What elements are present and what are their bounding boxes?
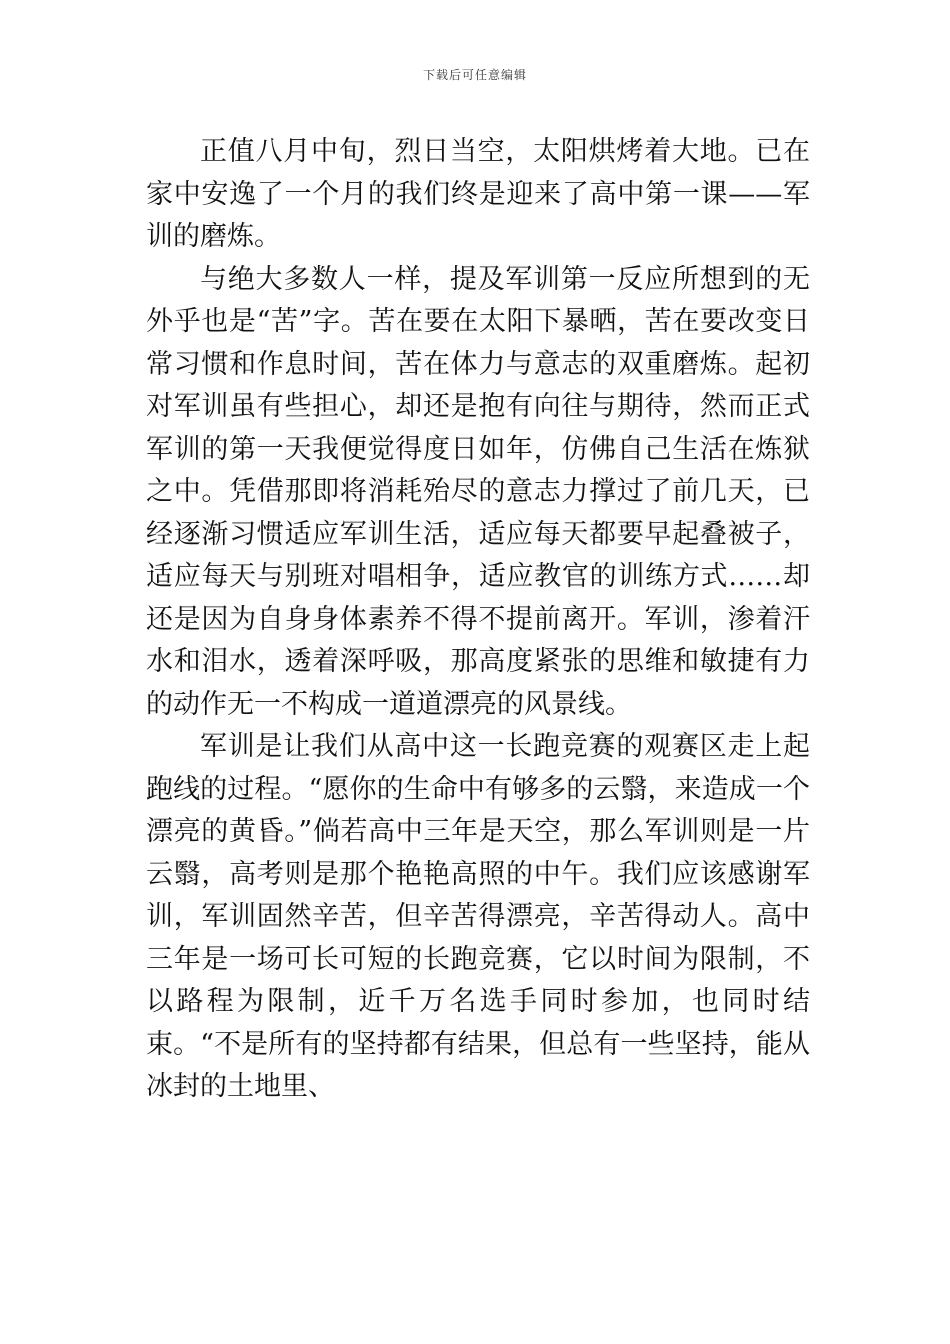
document-body — [146, 131, 810, 1109]
paragraph-2: 与绝大多数人一样，提及军训第一反应所想到的无外乎也是“苦”字。苦在要在太阳下暴晒，苦在要改变日常习惯和作息时间，苦在体力与意志的双重磨炼。起初对军训虽有些担心，却还是抱有向往与期待，然而正式军训的第一天我便觉得度日如年，仿佛自己生活在炼狱之中。凭借那即将消耗殆尽的意志力撑过了前几天，已经逐渐习惯适应军训生活，适应每天都要早起叠被子，适应每天与别班对唱相争，适应教官的训练方式……却还是因为自身身体素养不得不提前离开。军训，渗着汗水和泪水，透着深呼吸，那高度紧张的思维和敏捷有力的动作无一不构成一道道漂亮的风景线。 — [146, 263, 810, 720]
paragraph-3: 军训是让我们从高中这一长跑竞赛的观赛区走上起跑线的过程。“愿你的生命中有够多的云翳，来造成一个漂亮的黄昏。”倘若高中三年是天空，那么军训则是一片云翳，高考则是那个艳艳高照的中午。我们应该感谢军训，军训固然辛苦，但辛苦得漂亮，辛苦得动人。高中三年是一场可长可短的长跑竞赛，它以时间为限制，不以路程为限制，近千万名选手同时参加，也同时结束。“不是所有的坚持都有结果，但总有一些坚持，能从冰封的土地里、 — [146, 731, 810, 1102]
page-header: 下载后可任意编辑 — [422, 68, 527, 82]
paragraph-1: 正值八月中旬，烈日当空，太阳烘烤着大地。已在家中安逸了一个月的我们终是迎来了高中第一课——军训的磨炼。 — [146, 136, 810, 252]
